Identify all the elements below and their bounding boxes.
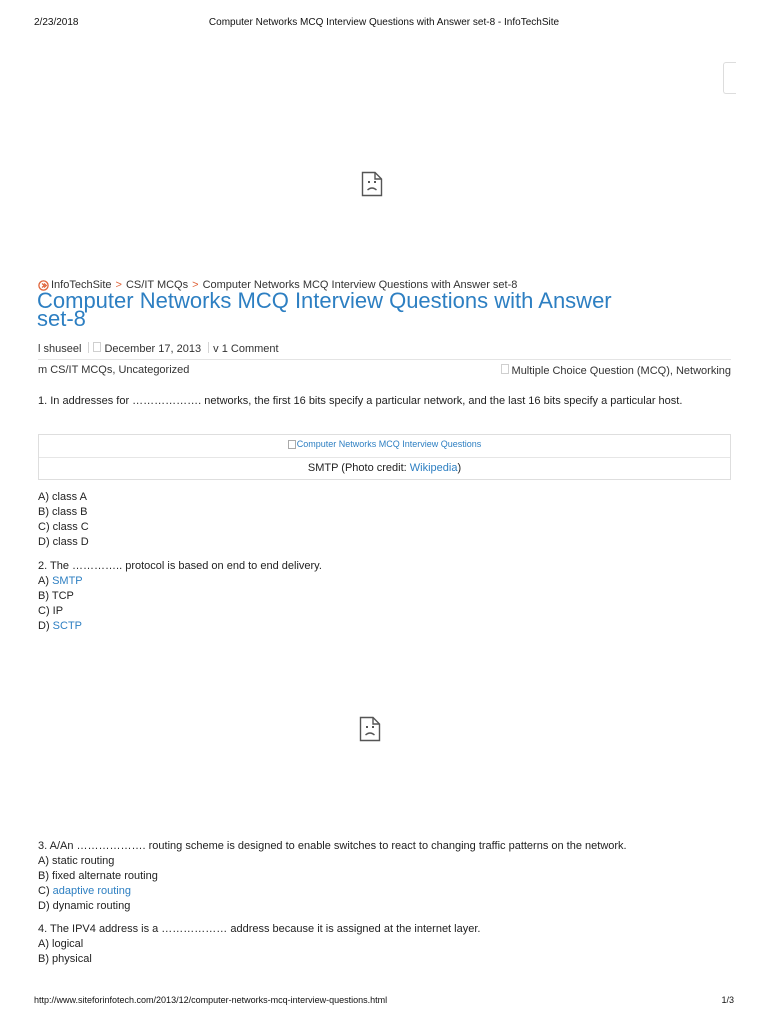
breadcrumb-current: Computer Networks MCQ Interview Questions with Answer set-8	[202, 279, 518, 291]
broken-image-icon	[288, 440, 296, 449]
meta-separator-line	[38, 359, 731, 360]
side-widget-tab[interactable]	[723, 62, 736, 94]
question-1-text: 1. In addresses for ………………. networks, the first 16 bits specify a particular network, and the last 16 bits specify a particular host.	[38, 395, 683, 407]
question-3-option-c-prefix: C)	[38, 885, 53, 897]
page-title	[37, 288, 677, 331]
figure-caption-link[interactable]: Wikipedia	[409, 462, 458, 474]
meta-divider	[88, 342, 89, 353]
figure	[38, 434, 731, 480]
figure-caption-prefix: SMTP (Photo credit:	[307, 462, 410, 474]
question-2-option-d-link[interactable]: SCTP	[52, 620, 83, 632]
question-3-option-a: A) static routing	[38, 855, 115, 867]
question-2-option-b: B) TCP	[38, 590, 74, 602]
post-tags[interactable]	[501, 364, 731, 377]
post-categories[interactable]: m CS/IT MCQs, Uncategorized	[38, 364, 190, 376]
question-1-option-d: D) class D	[38, 536, 89, 548]
figure-image-alt: Computer Networks MCQ Interview Questions	[296, 439, 482, 449]
post-meta	[38, 342, 279, 355]
figure-image[interactable]	[39, 439, 730, 449]
meta-divider	[208, 342, 209, 353]
question-3-option-b: B) fixed alternate routing	[38, 870, 158, 882]
question-2-option-a	[38, 574, 734, 589]
post-comments-link[interactable]: v 1 Comment	[213, 343, 279, 355]
question-3	[38, 839, 734, 914]
question-2-option-a-prefix: A)	[38, 575, 53, 587]
figure-caption	[39, 462, 730, 474]
question-4-text: 4. The IPV4 address is a ……………… address because it is assigned at the internet layer.	[38, 923, 481, 935]
question-4-option-a: A) logical	[38, 938, 84, 950]
question-3-option-d: D) dynamic routing	[38, 900, 131, 912]
question-2-option-a-link[interactable]: SMTP	[52, 575, 83, 587]
question-3-option-c	[38, 884, 734, 899]
question-3-option-c-link[interactable]: adaptive routing	[52, 885, 131, 897]
question-1-option-c: C) class C	[38, 521, 89, 533]
question-2-option-d-prefix: D)	[38, 620, 53, 632]
broken-image-icon	[359, 716, 381, 742]
question-1-option-a: A) class A	[38, 491, 87, 503]
print-header-date: 2/23/2018	[34, 17, 79, 28]
figure-divider	[39, 457, 730, 458]
question-4-option-b: B) physical	[38, 953, 92, 965]
print-footer-page: 1/3	[721, 995, 734, 1005]
question-4	[38, 922, 734, 967]
breadcrumb-category-link[interactable]: CS/IT MCQs	[125, 279, 189, 291]
question-1-options	[38, 490, 734, 550]
print-header-title: Computer Networks MCQ Interview Questions with Answer set-8 - InfoTechSite	[208, 17, 560, 28]
page-title-line-1: Computer Networks MCQ Interview Questions with Answer	[37, 288, 612, 313]
broken-image-icon	[361, 171, 383, 197]
post-tags-text[interactable]: Multiple Choice Question (MCQ), Networking	[511, 365, 731, 377]
post-author[interactable]: l shuseel	[38, 343, 82, 355]
print-footer-url: http://www.siteforinfotech.com/2013/12/computer-networks-mcq-interview-questions.html	[34, 995, 388, 1005]
question-1	[38, 394, 734, 409]
question-2-option-c: C) IP	[38, 605, 64, 617]
breadcrumb-home-link[interactable]: InfoTechSite	[51, 279, 112, 291]
breadcrumb-separator: >	[192, 279, 199, 291]
figure-caption-suffix: )	[457, 462, 462, 474]
tag-icon	[501, 364, 509, 374]
question-3-text: 3. A/An ………………. routing scheme is designed to enable switches to react to changing traffic patterns on the network.	[38, 840, 627, 852]
question-2	[38, 559, 734, 634]
question-2-text: 2. The ………….. protocol is based on end to end delivery.	[38, 560, 322, 572]
page-title-line-2: set-8	[37, 306, 86, 331]
breadcrumb-separator: >	[115, 279, 122, 291]
post-date: December 17, 2013	[104, 343, 202, 355]
calendar-icon	[93, 342, 101, 352]
question-2-option-d	[38, 619, 734, 634]
question-1-option-b: B) class B	[38, 506, 88, 518]
